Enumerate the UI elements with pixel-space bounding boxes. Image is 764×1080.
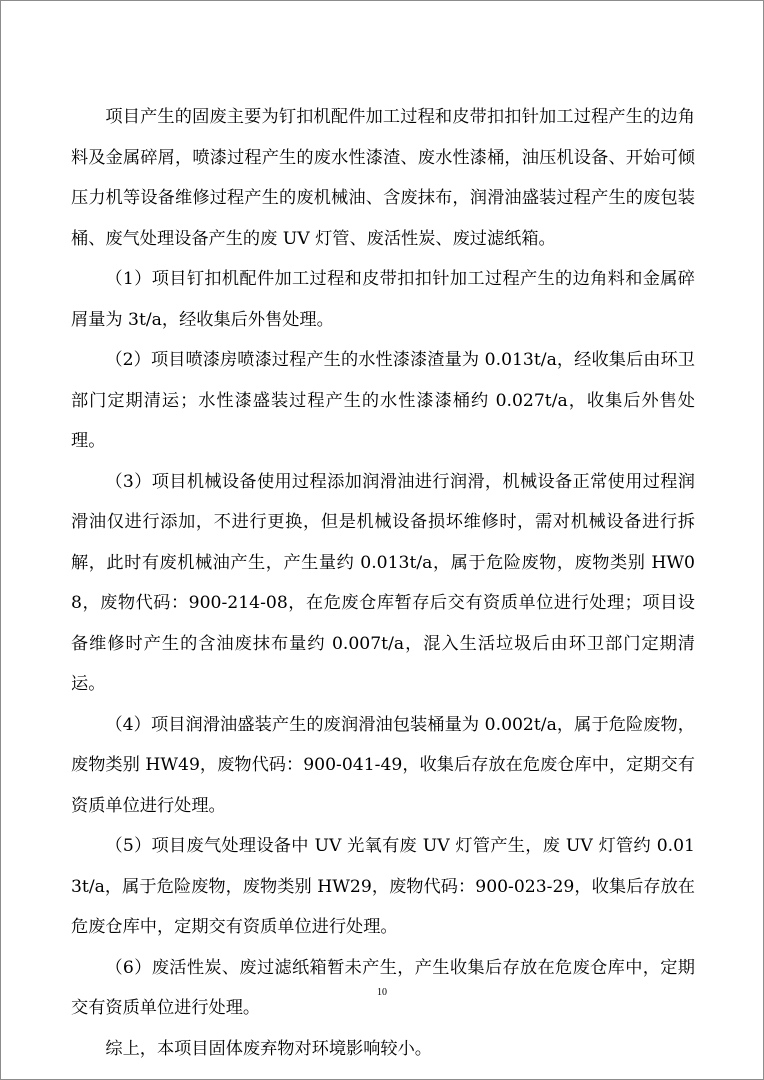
paragraph-item-6: （6）废活性炭、废过滤纸箱暂未产生，产生收集后存放在危废仓库中，定期交有资质单位进行处理。	[71, 957, 695, 1018]
body-text	[71, 97, 695, 1069]
paragraph-intro: 项目产生的固废主要为钉扣机配件加工过程和皮带扣扣针加工过程产生的边角料及金属碎屑，喷漆过程产生的废水性漆渣、废水性漆桶，油压机设备、开始可倾压力机等设备维修过程产生的废机械油、含废抹布，润滑油盛装过程产生的废包装桶、废气处理设备产生的废 UV 灯管、废活性炭、废过滤纸箱。	[71, 107, 695, 249]
paragraph-conclusion: 综上，本项目固体废弃物对环境影响较小。	[105, 1038, 432, 1059]
paragraph-item-3: （3）项目机械设备使用过程添加润滑油进行润滑，机械设备正常使用过程润滑油仅进行添加，不进行更换，但是机械设备损坏维修时，需对机械设备进行拆解，此时有废机械油产生，产生量约 0.013t/a，属于危险废物，废物类别 HW08，废物代码：900-214-08，在危废仓库暂存后交有资质单位进行处理；项目设备维修时产生的含油废抹布量约 0.007t/a，混入生活垃圾后由环卫部门定期清运。	[71, 471, 695, 694]
page-number: 10	[377, 987, 387, 998]
paragraph-item-5: （5）项目废气处理设备中 UV 光氧有废 UV 灯管产生，废 UV 灯管约 0.013t/a，属于危险废物，废物类别 HW29，废物代码：900-023-29，收集后存放在危废仓库中，定期交有资质单位进行处理。	[71, 836, 695, 937]
paragraph-item-2: （2）项目喷漆房喷漆过程产生的水性漆漆渣量为 0.013t/a，经收集后由环卫部门定期清运；水性漆盛装过程产生的水性漆漆桶约 0.027t/a，收集后外售处理。	[71, 350, 695, 451]
paragraph-item-1: （1）项目钉扣机配件加工过程和皮带扣扣针加工过程产生的边角料和金属碎屑量为 3t/a，经收集后外售处理。	[71, 269, 695, 330]
paragraph-item-4: （4）项目润滑油盛装产生的废润滑油包装桶量为 0.002t/a，属于危险废物，废物类别 HW49，废物代码：900-041-49，收集后存放在危废仓库中，定期交有资质单位进行处理。	[71, 714, 695, 816]
